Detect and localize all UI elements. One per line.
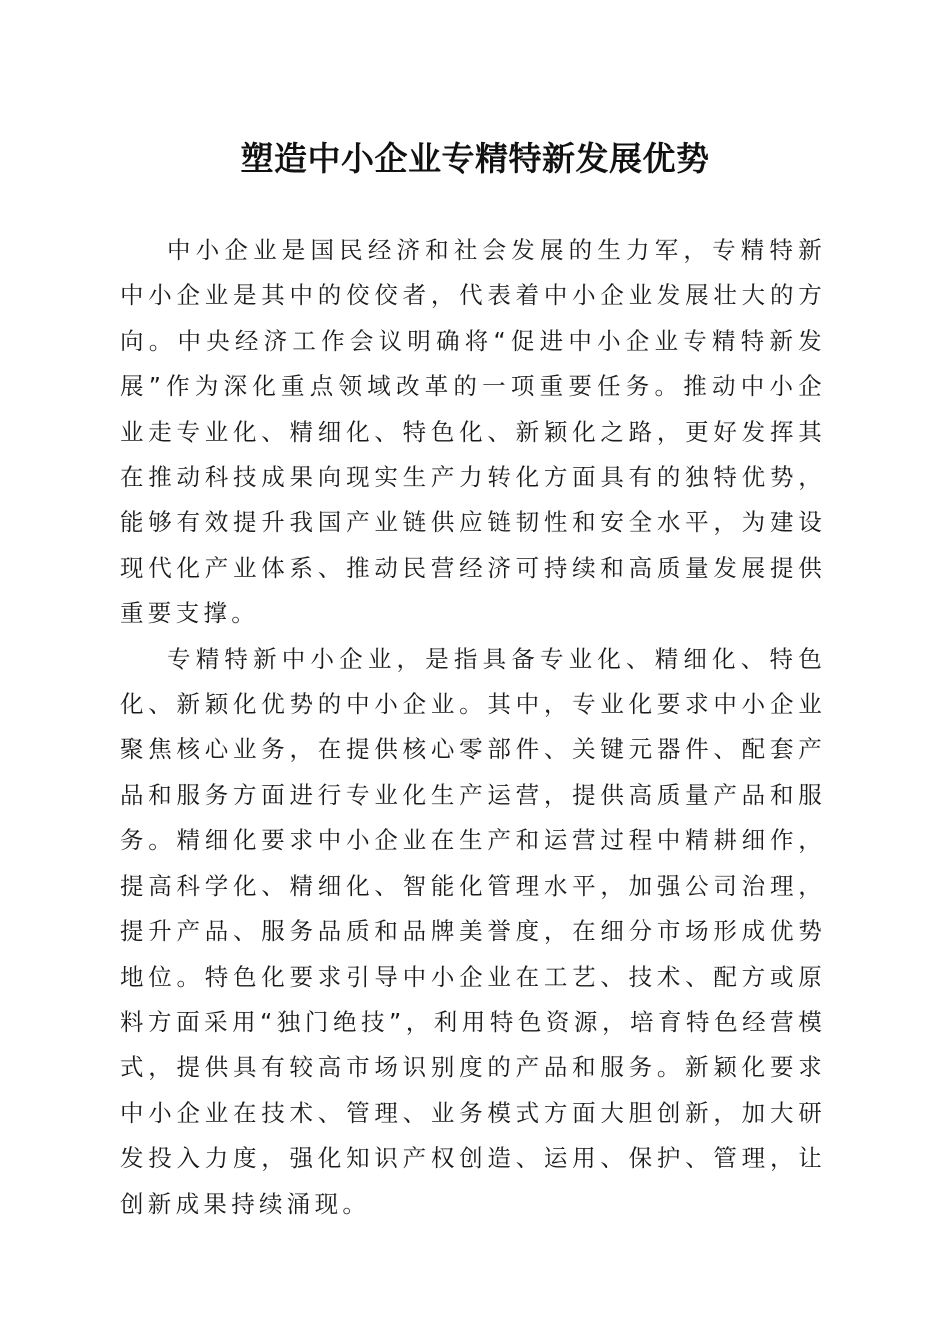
paragraph-2: 专精特新中小企业，是指具备专业化、精细化、特色化、新颖化优势的中小企业。其中，专业化要求中小企业聚焦核心业务，在提供核心零部件、关键元器件、配套产品和服务方面进行专业化生产运营，提供高质量产品和服务。精细化要求中小企业在生产和运营过程中精耕细作，提高科学化、精细化、智能化管理水平，加强公司治理，提升产品、服务品质和品牌美誉度，在细分市场形成优势地位。特色化要求引导中小企业在工艺、技术、配方或原料方面采用“独门绝技”，利用特色资源，培育特色经营模式，提供具有较高市场识别度的产品和服务。新颖化要求中小企业在技术、管理、业务模式方面大胆创新，加大研发投入力度，强化知识产权创造、运用、保护、管理，让创新成果持续涌现。 xyxy=(120,644,826,1218)
document-title: 塑造中小企业专精特新发展优势 xyxy=(240,139,710,178)
paragraph-1: 中小企业是国民经济和社会发展的生力军，专精特新中小企业是其中的佼佼者，代表着中小企业发展壮大的方向。中央经济工作会议明确将“促进中小企业专精特新发展”作为深化重点领域改革的一项重要任务。推动中小企业走专业化、精细化、特色化、新颖化之路，更好发挥其在推动科技成果向现实生产力转化方面具有的独特优势，能够有效提升我国产业链供应链韧性和安全水平，为建设现代化产业体系、推动民营经济可持续和高质量发展提供重要支撑。 xyxy=(120,236,826,628)
document-body xyxy=(120,228,826,1227)
